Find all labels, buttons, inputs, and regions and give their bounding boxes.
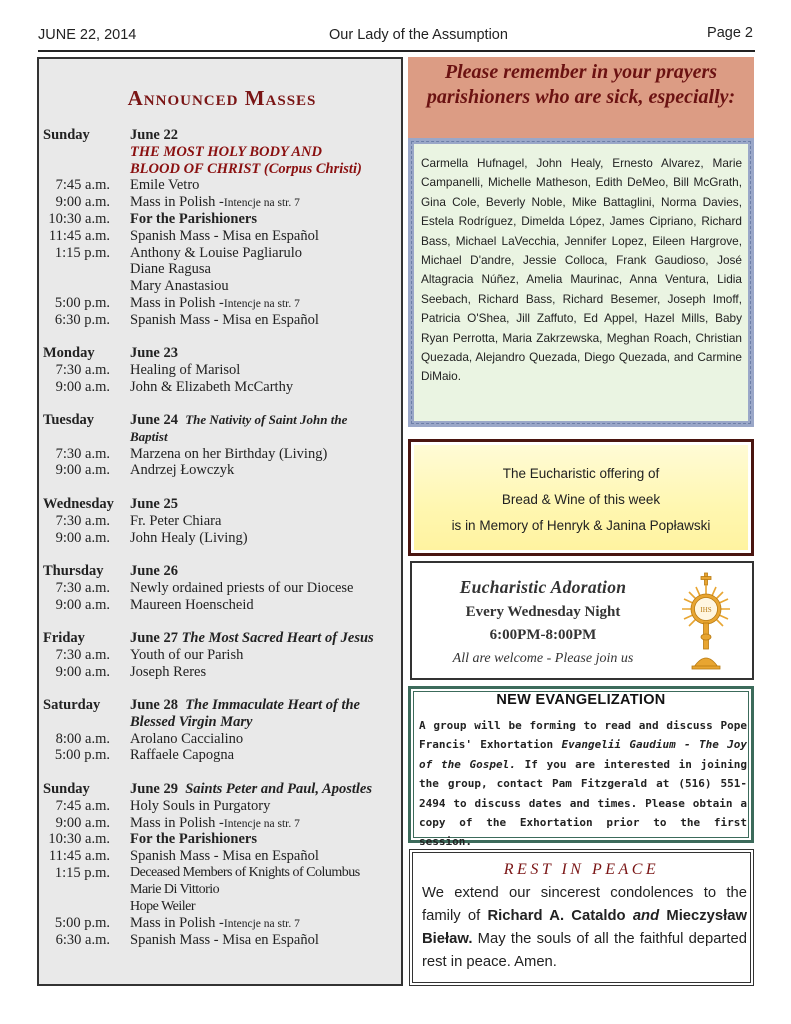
feast-line: THE MOST HOLY BODY AND bbox=[130, 143, 322, 160]
mass-time: 9:00 a.m. bbox=[55, 529, 110, 546]
new-evangelization-title: NEW EVANGELIZATION bbox=[496, 692, 666, 708]
day-date: June 28 bbox=[130, 697, 178, 713]
offering-line-2: Bread & Wine of this week bbox=[501, 492, 661, 507]
mass-note: Intencje na str. 7 bbox=[223, 197, 300, 210]
feast-name: The Most Sacred Heart of Jesus bbox=[181, 630, 374, 646]
feast-name-cont: Blessed Virgin Mary bbox=[130, 713, 253, 730]
new-evangelization-body bbox=[419, 716, 747, 852]
sick-parishioners-list: Carmella Hufnagel, John Healy, Ernesto Alvarez, Marie Campanelli, Michelle Matheson, Edith DeMeo, Bill McGrath, Gina Cole, Beverly Noble, Mike Battaglini, Norma Davies, Estela Rodríguez, Dimelda López, James Cipriano, Richard Bass, Michael LaVecchia, Jennifer Lopez, Eileen Hargrove, Michael D'andre, Jessie Colloca, Frank Gaudioso, José Altagracia Núñez, Amelia Maurinac, Anna Ventura, Lidia Seebach, Richard Bass, Richard Besemer, Joseph Imoff, Patricia O'Shea, Jill Zaffuto, Ed Appel, Hazel Mills, Baby Ryan Perrotta, Maria Zakrzewska, Meghan Roach, Christian Quezada, Alejandro Quezada, Diego Quezada, and Carmine DiMaio. bbox=[421, 156, 742, 384]
mass-intention: For the Parishioners bbox=[130, 210, 257, 227]
day-name: Friday bbox=[43, 630, 85, 646]
mass-intention: Arolano Caccialino bbox=[130, 730, 244, 747]
mass-time: 5:00 p.m. bbox=[54, 915, 110, 932]
mass-intention: Andrzej Łowczyk bbox=[130, 462, 235, 479]
conjunction: and bbox=[632, 908, 660, 924]
mass-entry bbox=[43, 446, 401, 463]
mass-entry bbox=[43, 915, 401, 932]
mass-intention: Mass in Polish - bbox=[130, 915, 224, 932]
rest-in-peace-body bbox=[422, 882, 747, 974]
mass-intention: Maureen Hoenscheid bbox=[130, 596, 254, 613]
mass-entry bbox=[43, 932, 401, 949]
mass-entry bbox=[43, 647, 401, 664]
mass-time: 7:30 a.m. bbox=[55, 361, 110, 378]
mass-time: 6:30 a.m. bbox=[55, 932, 110, 949]
mass-intention: Mass in Polish - bbox=[130, 294, 224, 311]
mass-time: 7:30 a.m. bbox=[55, 445, 110, 462]
mass-note: Intencje na str. 7 bbox=[223, 817, 300, 830]
mass-time: 7:30 a.m. bbox=[55, 512, 110, 529]
mass-time: 7:30 a.m. bbox=[55, 579, 110, 596]
day-date: June 23 bbox=[130, 345, 178, 361]
mass-intention: Joseph Reres bbox=[130, 663, 207, 680]
offering-line-3: is in Memory of Henryk & Janina Popławski bbox=[451, 518, 711, 533]
mass-entry bbox=[43, 278, 401, 295]
mass-intention: Marie Di Vittorio bbox=[130, 881, 220, 897]
mass-time: 1:15 p.m. bbox=[54, 864, 110, 881]
mass-entry bbox=[43, 865, 401, 882]
mass-intention: Diane Ragusa bbox=[130, 261, 211, 278]
mass-entry bbox=[43, 580, 401, 597]
ihs-label: IHS bbox=[700, 606, 712, 614]
bulletin-date: JUNE 22, 2014 bbox=[38, 27, 137, 43]
mass-intention: Youth of our Parish bbox=[130, 646, 244, 663]
adoration-schedule: Every Wednesday Night bbox=[465, 604, 621, 620]
feast-name: Saints Peter and Paul, Apostles bbox=[185, 781, 372, 797]
mass-entry bbox=[43, 882, 401, 899]
rest-in-peace-box bbox=[409, 849, 754, 986]
mass-intention: For the Parishioners bbox=[130, 831, 257, 848]
monstrance-icon bbox=[682, 571, 730, 671]
mass-intention: Marzena on her Birthday (Living) bbox=[130, 445, 328, 462]
mass-entry bbox=[43, 379, 401, 396]
mass-time: 10:30 a.m. bbox=[48, 831, 110, 848]
day-name: Tuesday bbox=[43, 412, 95, 428]
page-header bbox=[38, 24, 755, 46]
condolence-text: We extend our sincerest condolences to the family of bbox=[422, 885, 747, 924]
masses-title: Announced Masses bbox=[127, 86, 317, 110]
mass-entry bbox=[43, 211, 401, 228]
deceased-name-2: Mieczysław Bieław. bbox=[422, 908, 747, 947]
mass-time: 9:00 a.m. bbox=[55, 596, 110, 613]
prayer-request-heading: Please remember in your prayers parishioners who are sick, especially: bbox=[426, 61, 736, 108]
mass-intention: Hope Weiler bbox=[130, 898, 196, 914]
mass-intention: John Healy (Living) bbox=[130, 529, 248, 546]
mass-intention: Mass in Polish - bbox=[130, 194, 224, 211]
mass-intention: John & Elizabeth McCarthy bbox=[130, 378, 294, 395]
mass-entry bbox=[43, 513, 401, 530]
mass-time: 11:45 a.m. bbox=[48, 848, 110, 865]
mass-time: 9:00 a.m. bbox=[55, 814, 110, 831]
mass-day-sunday-june-29 bbox=[43, 781, 401, 949]
mass-time: 9:00 a.m. bbox=[55, 194, 110, 211]
day-date: June 29 bbox=[130, 781, 178, 797]
mass-intention: Mary Anastasiou bbox=[130, 278, 229, 295]
mass-entry bbox=[43, 899, 401, 916]
mass-entry bbox=[43, 530, 401, 547]
evangelization-text: A group will be forming to read and discuss Pope Francis' Exhortation bbox=[419, 719, 747, 752]
mass-time: 5:00 p.m. bbox=[54, 294, 110, 311]
mass-entry bbox=[43, 831, 401, 848]
mass-intention: Spanish Mass - Misa en Español bbox=[130, 311, 319, 328]
exhortation-title: Evangelii Gaudium - The Joy of the Gospel. bbox=[419, 738, 748, 771]
new-evangelization-box bbox=[408, 686, 754, 849]
mass-entry bbox=[43, 194, 401, 211]
mass-intention: Deceased Members of Knights of Columbus bbox=[130, 864, 360, 880]
mass-entry bbox=[43, 245, 401, 262]
mass-time: 6:30 p.m. bbox=[54, 311, 110, 328]
mass-day-thursday bbox=[43, 563, 401, 613]
day-date: June 22 bbox=[130, 127, 178, 143]
mass-entry bbox=[43, 312, 401, 329]
adoration-title: Eucharistic Adoration bbox=[459, 577, 627, 597]
parish-name: Our Lady of the Assumption bbox=[329, 27, 508, 43]
offering-line-1: The Eucharistic offering of bbox=[502, 466, 660, 481]
feast-name: The Immaculate Heart of the bbox=[185, 697, 360, 713]
mass-time: 10:30 a.m. bbox=[48, 210, 110, 227]
mass-intention: Newly ordained priests of our Diocese bbox=[130, 579, 354, 596]
mass-time: 9:00 a.m. bbox=[55, 378, 110, 395]
prayer-request-heading-box bbox=[408, 57, 754, 138]
mass-entry bbox=[43, 597, 401, 614]
mass-intention: Spanish Mass - Misa en Español bbox=[130, 227, 319, 244]
mass-time: 11:45 a.m. bbox=[48, 227, 110, 244]
announced-masses-panel bbox=[37, 57, 403, 986]
mass-entry bbox=[43, 177, 401, 194]
mass-intention: Healing of Marisol bbox=[130, 361, 241, 378]
header-divider bbox=[38, 50, 755, 52]
mass-entry bbox=[43, 815, 401, 832]
mass-intention: Spanish Mass - Misa en Español bbox=[130, 848, 319, 865]
day-date: June 26 bbox=[130, 563, 178, 579]
mass-day-friday bbox=[43, 630, 401, 680]
day-name: Monday bbox=[43, 345, 95, 361]
mass-intention: Mass in Polish - bbox=[130, 814, 224, 831]
mass-intention: Fr. Peter Chiara bbox=[130, 512, 222, 529]
feast-name-cont: Baptist bbox=[130, 428, 168, 444]
day-name: Sunday bbox=[43, 127, 90, 143]
deceased-name-1: Richard A. Cataldo bbox=[487, 908, 626, 924]
evangelization-text-cont: If you are interested in joining the group, contact Pam Fitzgerald at (516) 551-2494 to discuss dates and times. Please obtain a copy of the Exhortation prior to the first session. bbox=[419, 757, 748, 849]
mass-time: 5:00 p.m. bbox=[54, 747, 110, 764]
mass-intention: Spanish Mass - Misa en Español bbox=[130, 932, 319, 949]
mass-day-saturday bbox=[43, 697, 401, 764]
day-date: June 27 bbox=[130, 630, 178, 646]
sick-parishioners-box bbox=[408, 138, 754, 427]
mass-entry bbox=[43, 798, 401, 815]
mass-time: 7:45 a.m. bbox=[55, 797, 110, 814]
mass-intention: Holy Souls in Purgatory bbox=[130, 797, 271, 814]
day-date: June 24 bbox=[130, 412, 178, 428]
eucharistic-offering-box bbox=[408, 439, 754, 556]
mass-time: 9:00 a.m. bbox=[55, 462, 110, 479]
mass-entry bbox=[43, 747, 401, 764]
mass-entry bbox=[43, 848, 401, 865]
mass-entry bbox=[43, 664, 401, 681]
mass-entry bbox=[43, 295, 401, 312]
mass-note: Intencje na str. 7 bbox=[223, 297, 300, 310]
mass-time: 7:30 a.m. bbox=[55, 646, 110, 663]
mass-day-monday bbox=[43, 345, 401, 395]
mass-entry bbox=[43, 731, 401, 748]
condolence-closing: May the souls of all the faithful departed rest in peace. Amen. bbox=[422, 931, 747, 970]
mass-time: 9:00 a.m. bbox=[55, 663, 110, 680]
day-name: Wednesday bbox=[43, 496, 114, 512]
day-name: Thursday bbox=[43, 563, 104, 579]
mass-entry bbox=[43, 462, 401, 479]
day-name: Sunday bbox=[43, 781, 90, 797]
mass-day-sunday-june-22 bbox=[43, 127, 401, 329]
feast-line: BLOOD OF CHRIST (Corpus Christi) bbox=[130, 160, 362, 177]
adoration-note: All are welcome - Please join us bbox=[452, 651, 634, 666]
day-date: June 25 bbox=[130, 496, 178, 512]
mass-entry bbox=[43, 362, 401, 379]
mass-intention: Raffaele Capogna bbox=[130, 747, 235, 764]
day-name: Saturday bbox=[43, 697, 101, 713]
page-number: Page 2 bbox=[707, 25, 753, 41]
eucharistic-adoration-box bbox=[410, 561, 754, 680]
mass-time: 7:45 a.m. bbox=[55, 177, 110, 194]
mass-day-tuesday bbox=[43, 412, 401, 479]
mass-entry bbox=[43, 261, 401, 278]
mass-time: 1:15 p.m. bbox=[54, 244, 110, 261]
mass-intention: Emile Vetro bbox=[130, 177, 200, 194]
rest-in-peace-title: REST IN PEACE bbox=[503, 861, 660, 878]
mass-note: Intencje na str. 7 bbox=[223, 918, 300, 931]
feast-name: The Nativity of Saint John the bbox=[185, 412, 348, 427]
mass-time: 8:00 a.m. bbox=[55, 730, 110, 747]
adoration-time: 6:00PM-8:00PM bbox=[489, 627, 597, 643]
mass-day-wednesday bbox=[43, 496, 401, 546]
mass-intention: Anthony & Louise Pagliarulo bbox=[130, 244, 302, 261]
mass-entry bbox=[43, 228, 401, 245]
